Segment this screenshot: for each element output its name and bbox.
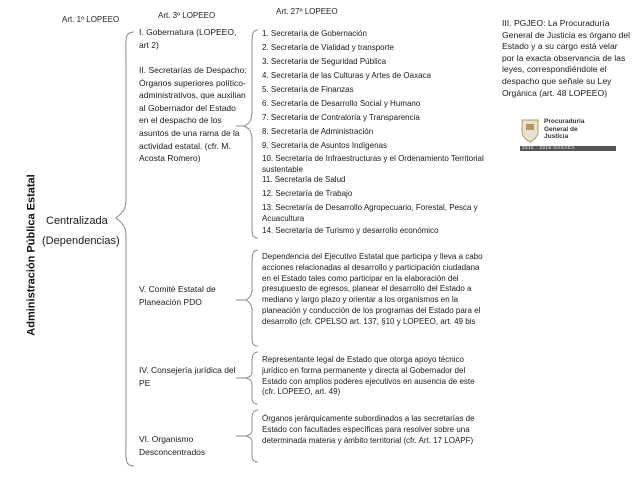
- secretaria-item: 8. Secretaría de Administración: [262, 127, 374, 136]
- desc-comite: Dependencia del Ejecutivo Estatal que participa y lleva a cabo acciones relacionadas al desarrollo y participación ciudadana en el Estado tales como participar en la elaboración del presupuesto de egresos, planear el desarrollo del Estado a mediano y largo plazo y orientar a los organismos en la planeación y conducción de los programas del Estado para el desarrollo (cfr. CPELSO art. 137, §10 y LOPEEO, art. 49 bis: [262, 252, 483, 326]
- shield-emblem-icon: [520, 118, 540, 144]
- secretaria-item: 14. Secretaría de Turismo y desarrollo económico: [262, 226, 439, 235]
- pgj-logo: [520, 116, 616, 156]
- secretaria-item: 5. Secretaría de Finanzas: [262, 85, 354, 94]
- comite-bracket: [246, 250, 258, 346]
- vertical-title-wrap: [22, 160, 42, 350]
- pgje-text: III. PGJEO: La Procuraduría General de Justicia es órgano del Estado y a su cargo está velar por la exacta observancia de las leyes, correspondiéndole el despacho que señale su Ley Orgánica (art. 48 LOPEEO): [502, 18, 631, 98]
- desc-organismo: Órganos jerárquicamente subordinados a las secretarías de Estado con facultades específicas para resolver sobre una determinada materia y ámbito territorial (cfr. Art. 17 LOAPF): [262, 414, 475, 445]
- secretaria-item: 2. Secretaría de Vialidad y transporte: [262, 43, 394, 52]
- secretaria-item: 3. Secretaría de Seguridad Pública: [262, 57, 387, 66]
- header-art1: Art. 1º LOPEEO: [62, 15, 120, 24]
- main-bracket: [116, 32, 134, 466]
- category-gobernatura: I. Gobernatura (LOPEEO, art 2): [139, 27, 237, 50]
- header-art3: Art. 3º LOPEEO: [158, 11, 216, 20]
- logo-bar: [520, 146, 616, 151]
- logo-bar-text: 2010 · 2016 OAXACA: [522, 145, 576, 150]
- category-secretarias: II. Secretarías de Despacho: Órganos superiores político-administrativos, que auxilian al Gobernador del Estado en el despacho de los asuntos de una rama de la actividad estatal. (cfr. M. Acosta Romero): [139, 65, 247, 164]
- category-organismo: VI. Organismo Desconcentrados: [139, 434, 206, 457]
- organismo-bracket: [246, 410, 258, 462]
- secretaria-item: 13. Secretaría de Desarrollo Agropecuario, Forestal, Pesca y Acuacultura: [262, 203, 478, 223]
- desc-consejeria: Representante legal de Estado que otorga apoyo técnico jurídico en forma permanente y directa al Gobernador del Estado con amplios poderes ejecutivos en ausencia de este (cfr. LOPEEO, art. 49): [262, 355, 475, 397]
- secretaria-item: 11. Secretaría de Salud: [262, 175, 346, 184]
- central-subtitle: (Dependencias): [42, 235, 120, 247]
- secretaria-item: 9. Secretaría de Asuntos Indígenas: [262, 141, 387, 150]
- header-art27: Art. 27º LOPEEO: [276, 7, 338, 16]
- logo-line2: General de: [544, 125, 578, 133]
- consejeria-bracket: [246, 352, 258, 404]
- central-title: Centralizada: [46, 215, 108, 227]
- logo-line3: Justicia: [544, 133, 569, 140]
- secretaria-item: 6. Secretaría de Desarrollo Social y Humano: [262, 99, 421, 108]
- secretaria-item: 7. Secretaría de Contraloría y Transparencia: [262, 113, 420, 122]
- vertical-title: Administración Pública Estatal: [26, 174, 38, 336]
- category-comite: V. Comité Estatal de Planeación PDO: [139, 284, 216, 307]
- secretaria-item: 4. Secretaría de las Culturas y Artes de Oaxaca: [262, 71, 431, 80]
- logo-line1: Procuraduría: [544, 118, 585, 125]
- secretaria-item: 1. Secretaría de Gobernación: [262, 29, 367, 38]
- secretaria-item: 12. Secretaría de Trabajo: [262, 189, 353, 198]
- secretaria-item: 10. Secretaría de Infraestructuras y el Ordenamiento Territorial sustentable: [262, 154, 484, 174]
- category-consejeria: IV. Consejería jurídica del PE: [139, 365, 236, 388]
